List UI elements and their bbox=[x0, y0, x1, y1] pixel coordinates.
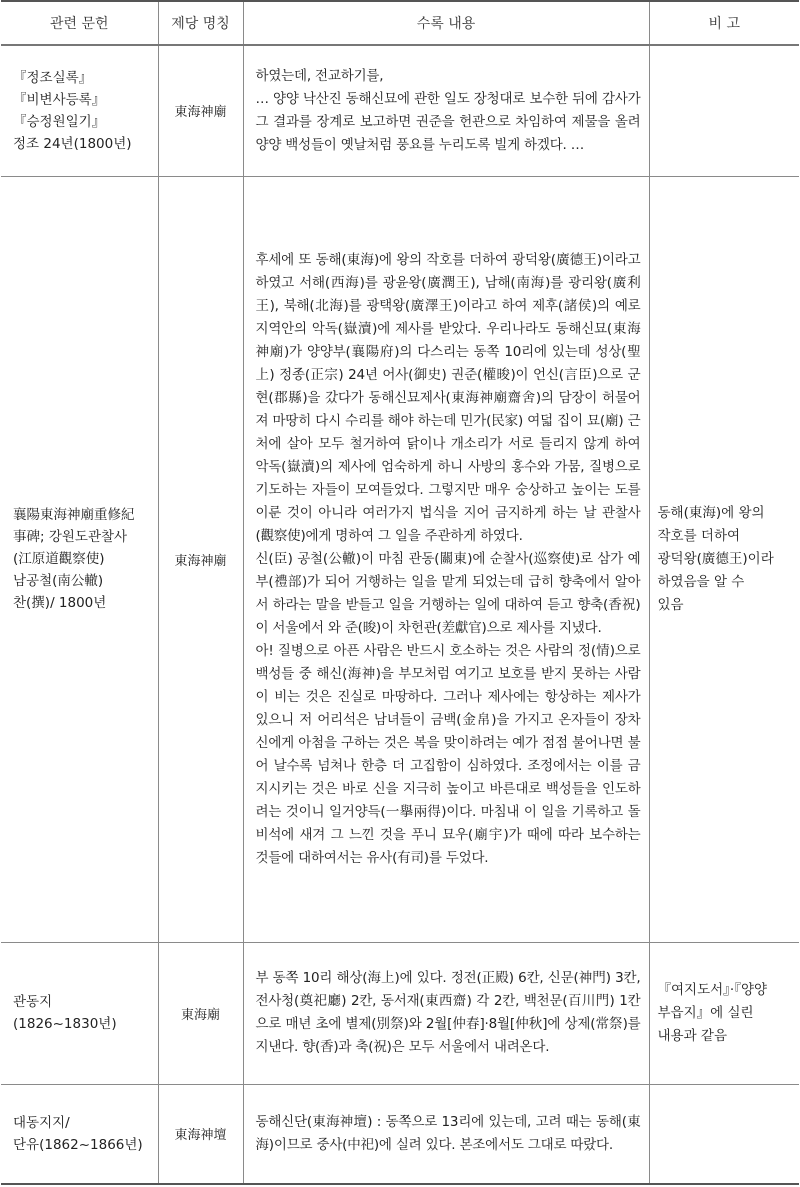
shrine-name-cell: 東海廟 bbox=[158, 942, 243, 1084]
shrine-name-cell: 東海神壇 bbox=[158, 1084, 243, 1184]
content-cell bbox=[243, 942, 649, 1084]
note-line: 내용과 같음 bbox=[657, 1027, 727, 1044]
note-line: 있음 bbox=[657, 596, 684, 613]
source-cell bbox=[1, 176, 158, 942]
source-line: 정조 24년(1800년) bbox=[13, 135, 132, 152]
table-row bbox=[1, 942, 799, 1084]
source-line: 대동지지/ bbox=[13, 1114, 70, 1131]
content-paragraph: 부 동쪽 10리 해상(海上)에 있다. 정전(正殿) 6칸, 신문(神門) 3칸, 전사청(奠祀廳) 2칸, 동서재(東西齋) 각 2칸, 백천문(百川門) 1칸으로 매년 초에 별제(別祭)와 2월[仲春]·8월[仲秋]에 상제(常祭)를 지낸다. 향(香)과 축(祝)은 모두 서울에서 내려온다. bbox=[255, 970, 641, 1055]
source-line: 襄陽東海神廟重修紀 bbox=[13, 507, 135, 523]
header-shrine-name: 제당 명칭 bbox=[158, 1, 243, 45]
source-line: 『승정원일기』 bbox=[13, 113, 106, 130]
content-paragraph: 동해신단(東海神壇) : 동쪽으로 13리에 있는데, 고려 때는 동해(東海)이므로 중사(中祀)에 실려 있다. 본조에서도 그대로 따랐다. bbox=[255, 1113, 641, 1153]
header-source: 관련 문헌 bbox=[1, 1, 158, 45]
source-line: 찬(撰)/ 1800년 bbox=[13, 595, 107, 611]
content-cell bbox=[243, 176, 649, 942]
note-line: 『여지도서』·『양양 bbox=[657, 981, 768, 998]
note-line: 작호를 더하여 bbox=[657, 527, 741, 544]
table-row bbox=[1, 45, 799, 176]
note-cell bbox=[649, 1084, 799, 1184]
note-cell bbox=[649, 942, 799, 1084]
source-line: (1826~1830년) bbox=[13, 1016, 117, 1032]
source-cell bbox=[1, 1084, 158, 1184]
header-row bbox=[1, 1, 799, 45]
note-line: 광덕왕(廣德王)이라 bbox=[657, 550, 774, 567]
content-paragraph: 후세에 또 동해(東海)에 왕의 작호를 더하여 광덕왕(廣德王)이라고 하였고 서해(西海)를 광윤왕(廣潤王), 남해(南海)를 광리왕(廣利王), 북해(北海)를 광택왕(廣澤王)이라고 하여 제후(諸侯)의 예로 지역안의 악독(嶽瀆)에 제사를 받았다. 우리나라도 동해신묘(東海神廟)가 양양부(襄陽府)의 다스리는 동쪽 10리에 있는데 성상(聖上) 정종(正宗) 24년 어사(御史) 권준(權晙)이 언신(言臣)으로 군현(郡縣)을 갔다가 동해신묘제사(東海神廟齋舍)의 담장이 허물어져 마땅히 다시 수리를 해야 하는데 민가(民家) 여덟 집이 묘(廟) 근처에 살아 모두 철거하여 닭이나 개소리가 서로 들리지 않게 하여 악독(嶽瀆)의 제사에 엄숙하게 하니 사방의 홍수와 가뭄, 질병으로 기도하는 자들이 모여들었다. 그렇지만 매우 숭상하고 높이는 도를 이룬 것이 아니라 여러가지 법식을 지어 금지하게 하는 날 관찰사(觀察使)에게 명하여 그 일을 주관하게 하였다. bbox=[255, 251, 641, 544]
content-cell bbox=[243, 1084, 649, 1184]
note-cell bbox=[649, 176, 799, 942]
note-line: 부읍지』에 실린 bbox=[657, 1004, 754, 1021]
source-line: (江原道觀察使) bbox=[13, 551, 105, 567]
note-line: 하였음을 알 수 bbox=[657, 573, 745, 590]
source-line: 관동지 bbox=[13, 994, 53, 1010]
source-cell bbox=[1, 942, 158, 1084]
content-paragraph: … 양양 낙산진 동해신묘에 관한 일도 장청대로 보수한 뒤에 감사가 그 결과를 장계로 보고하면 권준을 헌관으로 차임하여 제물을 올려 양양 백성들이 옛날처럼 풍요를 누리도록 빌게 하겠다. … bbox=[255, 90, 641, 153]
shrine-name-cell: 東海神廟 bbox=[158, 45, 243, 176]
table-row bbox=[1, 176, 799, 942]
source-line: 남공철(南公轍) bbox=[13, 573, 104, 589]
note-cell bbox=[649, 45, 799, 176]
source-line: 事碑; 강원도관찰사 bbox=[13, 529, 128, 545]
records-table bbox=[1, 0, 799, 1185]
source-line: 『비변사등록』 bbox=[13, 91, 106, 108]
shrine-name-cell: 東海神廟 bbox=[158, 176, 243, 942]
content-paragraph: 아! 질병으로 아픈 사람은 반드시 호소하는 것은 사람의 정(情)으로 백성들 중 해신(海神)을 부모처럼 여기고 보호를 받지 못하는 사람이 비는 것은 진실로 마땅하다. 그러나 제사에는 항상하는 제사가 있으니 저 어리석은 남녀들이 금백(金帛)을 가지고 온자들이 장차 신에게 아첨을 구하는 것은 복을 맞이하려는 예가 점점 불어나면 불어 날수록 넘쳐나 한층 더 고집함이 심하였다. 조정에서는 이를 금지시키는 것은 바로 신을 지극히 높이고 바른대로 백성들을 인도하려는 것이니 일거양득(一擧兩得)이다. 마침내 이 일을 기록하고 돌비석에 새겨 그 느낀 것을 푸니 묘우(廟宇)가 때에 따라 보수하는 것들에 대하여서는 유사(有司)를 두었다. bbox=[255, 642, 641, 866]
header-content: 수록 내용 bbox=[243, 1, 649, 45]
source-line: 단유(1862~1866년) bbox=[13, 1136, 143, 1153]
content-cell bbox=[243, 45, 649, 176]
table-row bbox=[1, 1084, 799, 1184]
content-paragraph: 신(臣) 공철(公轍)이 마침 관동(關東)에 순찰사(巡察使)로 삼가 예부(禮部)가 되어 거행하는 일을 맡게 되었는데 급히 향축에서 알아서 하라는 말을 받들고 일을 거행하는 일에 대하여 듣고 향축(香祝)이 서울에서 와 준(晙)이 차헌관(差獻官)으로 제사를 지냈다. bbox=[255, 550, 641, 636]
source-cell bbox=[1, 45, 158, 176]
source-line: 『정조실록』 bbox=[13, 69, 93, 86]
note-line: 동해(東海)에 왕의 bbox=[657, 504, 765, 521]
content-paragraph: 하였는데, 전교하기를, bbox=[255, 67, 384, 84]
header-note: 비 고 bbox=[649, 1, 799, 45]
